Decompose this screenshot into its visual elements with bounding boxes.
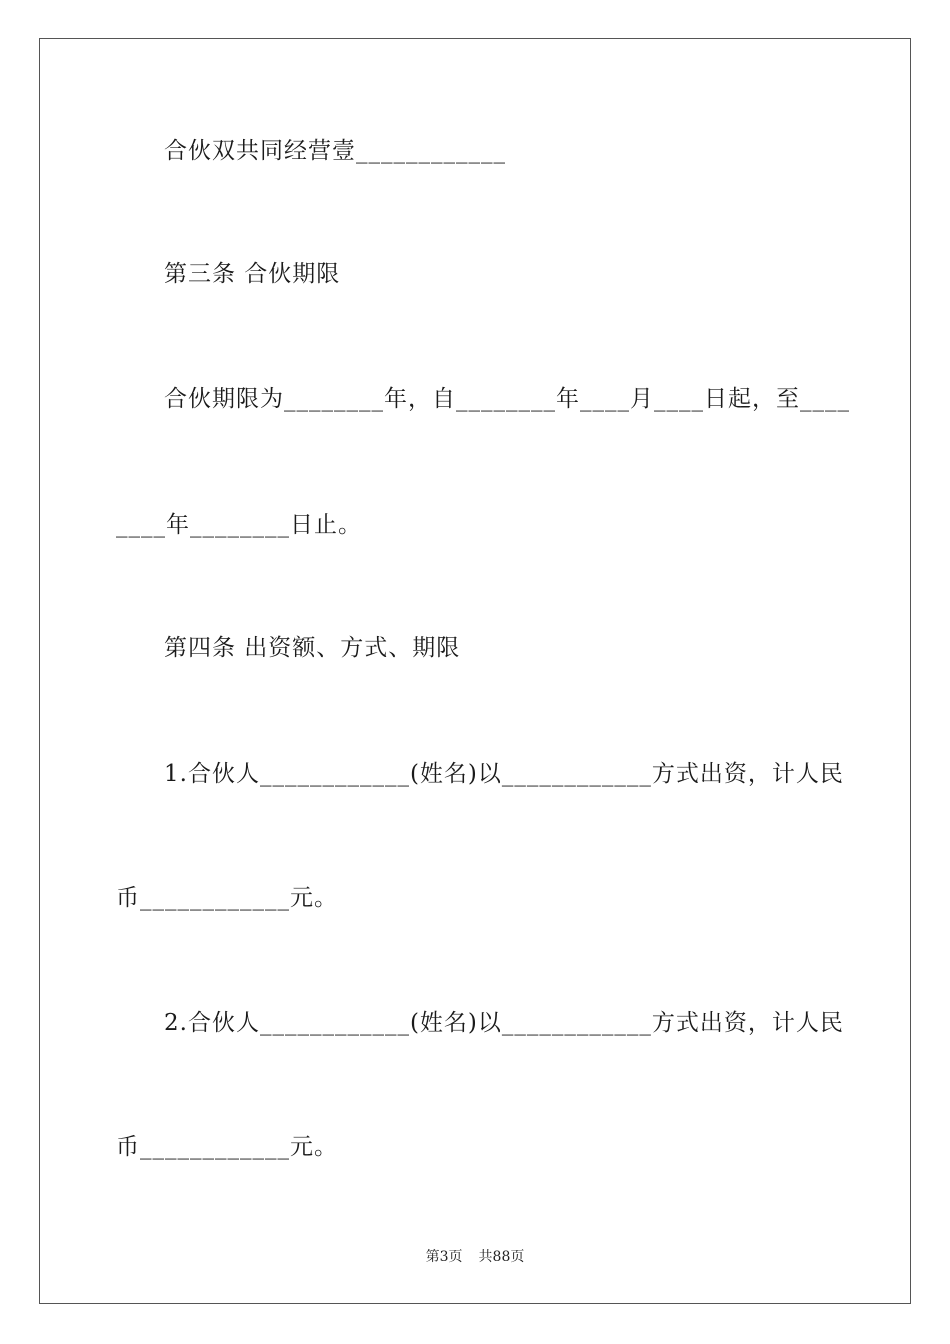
page-border [39,38,911,1304]
paragraph-line-term-continued: ____年________日止。 [116,512,362,538]
page-total: 共88页 [478,1249,525,1265]
list-item-partner-1: 1.合伙人____________(姓名)以____________方式出资，计人民 [164,761,844,787]
list-item-partner-2-continued: 币____________元。 [116,1134,338,1160]
page-footer [0,1248,950,1266]
page-number: 第3页 [425,1249,463,1265]
section-heading-article-4: 第四条 出资额、方式、期限 [164,635,461,661]
paragraph-line-1: 合伙双共同经营壹____________ [164,138,506,164]
section-heading-article-3: 第三条 合伙期限 [164,261,341,287]
list-item-partner-1-continued: 币____________元。 [116,885,338,911]
list-item-partner-2: 2.合伙人____________(姓名)以____________方式出资，计人民 [164,1010,844,1036]
paragraph-line-term: 合伙期限为________年，自________年____月____日起，至____ [164,386,850,412]
